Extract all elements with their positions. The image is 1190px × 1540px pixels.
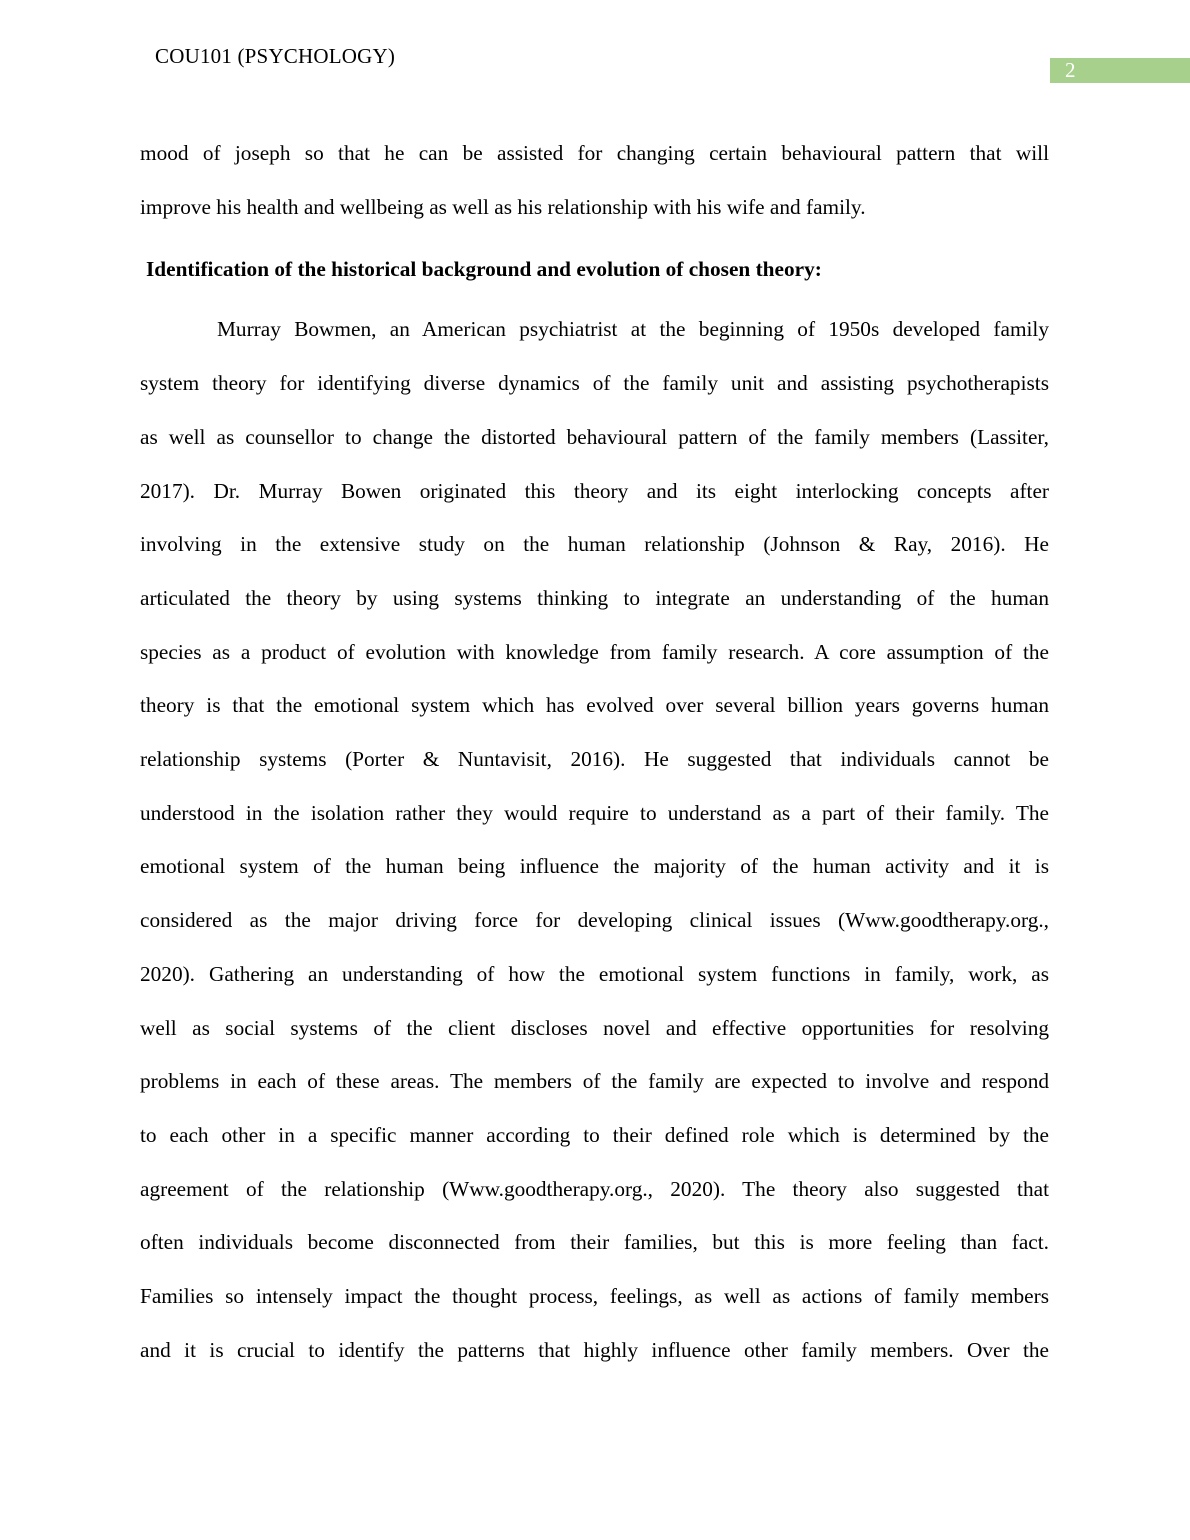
text-line: emotional system of the human being influence the majority of the human activity and it is [140,854,1049,879]
page-body [140,127,1049,1377]
text-line: Families so intensely impact the thought process, feelings, as well as actions of family members [140,1284,1049,1309]
text-line: relationship systems (Porter & Nuntavisit, 2016). He suggested that individuals cannot be [140,747,1049,772]
text-line: Murray Bowmen, an American psychiatrist at the beginning of 1950s developed family [217,317,1049,342]
page-number-box [1050,58,1190,83]
text-line: 2017). Dr. Murray Bowen originated this theory and its eight interlocking concepts after [140,478,1049,503]
page-number: 2 [1065,58,1076,82]
text-line: understood in the isolation rather they would require to understand as a part of their family. The [140,800,1049,825]
text-line: considered as the major driving force for developing clinical issues (Www.goodtherapy.org., [140,908,1049,933]
body-paragraph [140,303,1049,1377]
text-line: and it is crucial to identify the patterns that highly influence other family members. Over the [140,1337,1049,1362]
running-head: COU101 (PSYCHOLOGY) [155,44,396,68]
text-line: involving in the extensive study on the human relationship (Johnson & Ray, 2016). He [140,532,1049,557]
intro-paragraph [140,127,1049,234]
text-line: agreement of the relationship (Www.goodtherapy.org., 2020). The theory also suggested that [140,1176,1049,1201]
section-heading: Identification of the historical background and evolution of chosen theory: [146,257,822,282]
text-line: often individuals become disconnected from their families, but this is more feeling than fact. [140,1230,1049,1255]
text-line: mood of joseph so that he can be assisted for changing certain behavioural pattern that will [140,141,1049,165]
text-line: species as a product of evolution with knowledge from family research. A core assumption of the [140,639,1049,664]
text-line: to each other in a specific manner according to their defined role which is determined by the [140,1122,1049,1147]
text-line: system theory for identifying diverse dynamics of the family unit and assisting psychotherapists [140,371,1049,396]
text-line: 2020). Gathering an understanding of how the emotional system functions in family, work, as [140,961,1049,986]
text-line: problems in each of these areas. The members of the family are expected to involve and respond [140,1069,1049,1094]
text-line: as well as counsellor to change the distorted behavioural pattern of the family members (Lassiter, [140,424,1049,449]
text-line: theory is that the emotional system which has evolved over several billion years governs human [140,693,1049,718]
text-line: well as social systems of the client discloses novel and effective opportunities for resolving [140,1015,1049,1040]
text-line: improve his health and wellbeing as well as his relationship with his wife and family. [140,194,866,219]
text-line: articulated the theory by using systems thinking to integrate an understanding of the human [140,585,1049,610]
